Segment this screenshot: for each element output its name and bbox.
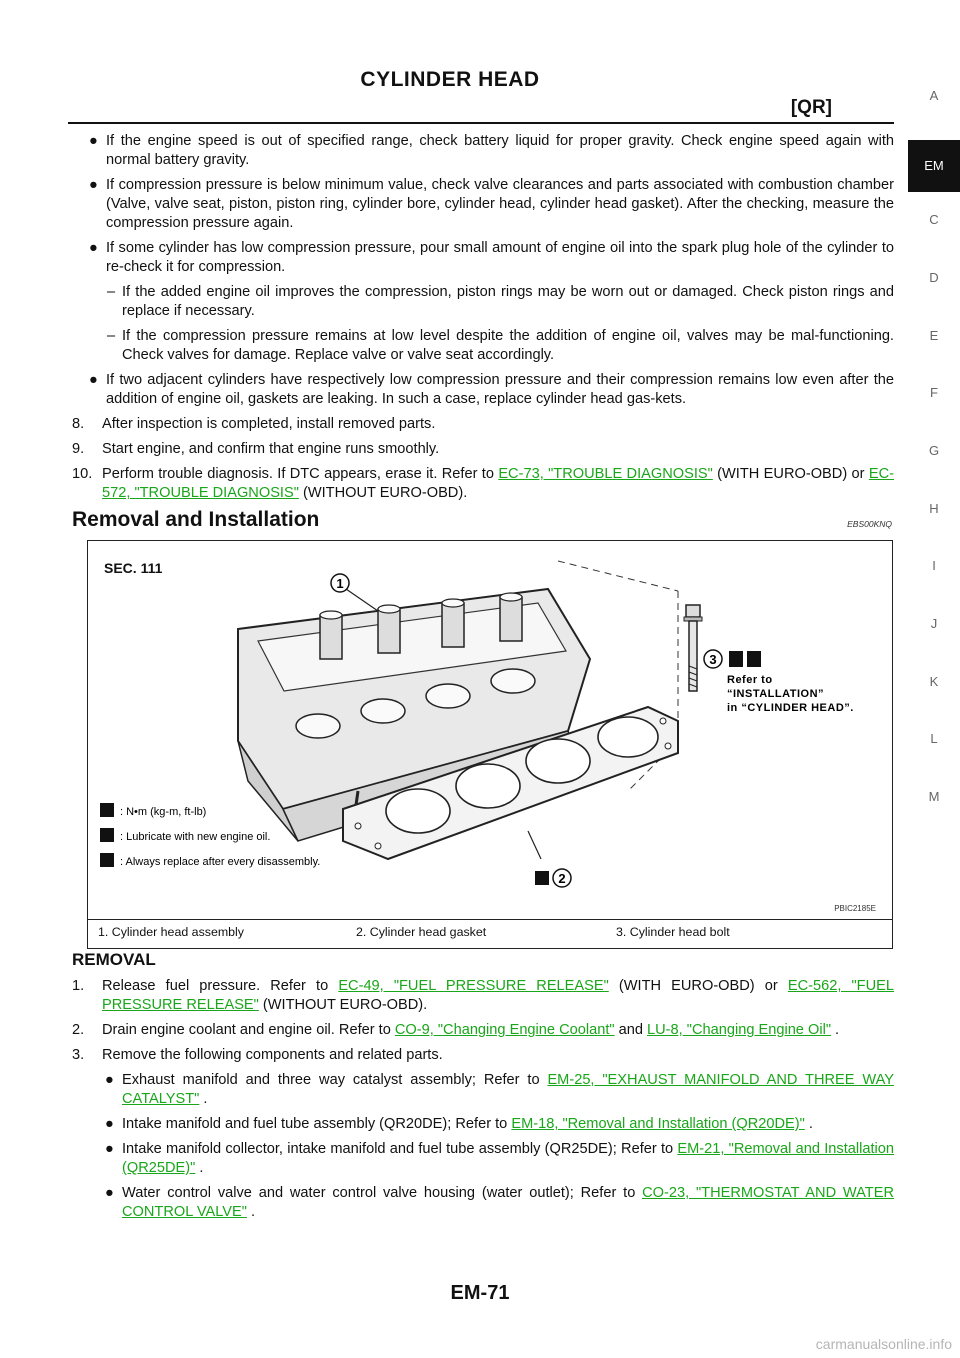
header-rule: [68, 122, 894, 124]
bullet-icon: ●: [89, 133, 98, 149]
figure-code: PBIC2185E: [834, 904, 876, 913]
removal-step-3: 3. Remove the following components and related parts.: [72, 1047, 443, 1063]
side-index-m[interactable]: M: [928, 789, 940, 804]
removal-step-2: 2. Drain engine coolant and engine oil. Refer to CO-9, "Changing Engine Coolant" and LU-8, "Changing Engine Oil" .: [72, 1022, 840, 1038]
section-title: Removal and Installation: [72, 508, 320, 531]
watermark: carmanualsonline.info: [815, 1336, 952, 1352]
figure-captions: [87, 918, 893, 949]
side-index-c[interactable]: C: [929, 212, 939, 227]
callout-1: 1: [336, 576, 344, 591]
side-index-em[interactable]: EM: [908, 140, 960, 192]
link-ec-562[interactable]: EC-562, "FUEL PRESSURE RELEASE": [102, 978, 894, 1013]
side-index-h[interactable]: H: [929, 501, 939, 516]
torque-icon: [747, 651, 761, 667]
caption-3: 3. Cylinder head bolt: [616, 925, 730, 939]
legend-torque-icon: [100, 803, 114, 817]
legend-replace-icon: [100, 853, 114, 867]
link-em-25[interactable]: EM-25, "EXHAUST MANIFOLD AND THREE WAY CATALYST": [122, 1072, 894, 1107]
list-item: – If the added engine oil improves the compression, piston rings may be worn out or damaged. Check piston rings and replace if necessary.: [107, 284, 894, 319]
link-ec-73[interactable]: EC-73, "TROUBLE DIAGNOSIS": [498, 466, 713, 482]
list-item: ● Intake manifold and fuel tube assembly (QR20DE); Refer to EM-18, "Removal and Installation (QR20DE)" .: [105, 1116, 813, 1132]
dash-icon: –: [107, 328, 116, 344]
lubricate-icon: [729, 651, 743, 667]
side-index-f[interactable]: F: [930, 385, 938, 400]
bullet-icon: ●: [105, 1141, 114, 1157]
side-index-k[interactable]: K: [929, 674, 939, 689]
list-item: ● If the engine speed is out of specified range, check battery liquid for proper gravity. Check engine speed again with normal battery gravity.: [89, 133, 894, 168]
side-index-e[interactable]: E: [929, 328, 939, 343]
bullet-icon: ●: [105, 1185, 114, 1201]
bullet-icon: ●: [89, 372, 98, 388]
list-item: ● If some cylinder has low compression pressure, pour small amount of engine oil into the spark plug hole of the cylinder to re-check it for compression.: [89, 240, 894, 275]
link-em-18[interactable]: EM-18, "Removal and Installation (QR20DE)": [511, 1116, 805, 1132]
link-ec-49[interactable]: EC-49, "FUEL PRESSURE RELEASE": [338, 978, 609, 994]
step-10: 10. Perform trouble diagnosis. If DTC appears, erase it. Refer to EC-73, "TROUBLE DIAGNOSIS" (WITH EURO-OBD) or EC-572, "TROUBLE DIAGNOSIS" (WITHOUT EURO-OBD).: [72, 466, 894, 501]
caption-2: 2. Cylinder head gasket: [356, 925, 487, 939]
section-code: EBS00KNQ: [847, 519, 892, 529]
link-co-23[interactable]: CO-23, "THERMOSTAT AND WATER CONTROL VALVE": [122, 1185, 894, 1220]
page-number: EM-71: [450, 1282, 510, 1304]
caption-1: 1. Cylinder head assembly: [98, 925, 245, 939]
list-item: – If the compression pressure remains at low level despite the addition of engine oil, valves may be mal-functioning. Check valves for damage. Replace valve or valve seat accordingly.: [107, 328, 894, 363]
cylinder-head-bolt-drawing: [684, 605, 702, 691]
legend-lubricate-icon: [100, 828, 114, 842]
step-9: 9. Start engine, and confirm that engine runs smoothly.: [72, 441, 440, 457]
bullet-icon: ●: [89, 240, 98, 256]
replace-icon: [535, 871, 549, 885]
page-subtitle: [QR]: [790, 97, 832, 118]
list-item: ● If two adjacent cylinders have respectively low compression pressure and their compression remains low even after the addition of engine oil, gaskets are leaking. In such a case, replace cylinder head gas-kets.: [89, 372, 894, 407]
side-index-g[interactable]: G: [928, 443, 940, 458]
side-index-a[interactable]: A: [929, 88, 939, 103]
refer-line-1: Refer to: [727, 674, 773, 686]
side-index-d[interactable]: D: [929, 270, 939, 285]
removal-steps: [72, 977, 894, 1228]
legend-replace: : Always replace after every disassembly.: [120, 856, 321, 868]
bullet-icon: ●: [105, 1116, 114, 1132]
callout-3: 3: [709, 652, 717, 667]
side-index-i[interactable]: I: [932, 558, 936, 573]
link-em-21[interactable]: EM-21, "Removal and Installation (QR25DE)": [122, 1141, 894, 1176]
bullet-icon: ●: [89, 177, 98, 193]
legend-torque: : N•m (kg-m, ft-lb): [120, 806, 207, 818]
page-title: CYLINDER HEAD: [360, 68, 540, 91]
bullet-icon: ●: [105, 1072, 114, 1088]
exploded-view-drawing: [88, 541, 892, 919]
list-item: ● Exhaust manifold and three way catalyst assembly; Refer to EM-25, "EXHAUST MANIFOLD AND THREE WAY CATALYST" .: [105, 1072, 894, 1107]
list-item: ● Intake manifold collector, intake manifold and fuel tube assembly (QR25DE); Refer to EM-21, "Removal and Installation (QR25DE)" .: [105, 1141, 894, 1176]
side-index-j[interactable]: J: [930, 616, 938, 631]
refer-line-3: in “CYLINDER HEAD”.: [727, 702, 854, 714]
refer-line-2: “INSTALLATION”: [727, 688, 825, 700]
link-lu-8[interactable]: LU-8, "Changing Engine Oil": [647, 1022, 831, 1038]
dash-icon: –: [107, 284, 116, 300]
link-co-9[interactable]: CO-9, "Changing Engine Coolant": [394, 1022, 615, 1038]
link-ec-572[interactable]: EC-572, "TROUBLE DIAGNOSIS": [102, 466, 894, 501]
inspection-notes: [72, 132, 894, 509]
removal-step-1: 1. Release fuel pressure. Refer to EC-49, "FUEL PRESSURE RELEASE" (WITH EURO-OBD) or EC-562, "FUEL PRESSURE RELEASE" (WITHOUT EURO-OBD).: [72, 978, 894, 1013]
sec-label: SEC. 111: [104, 560, 163, 576]
removal-title: REMOVAL: [72, 950, 156, 969]
list-item: ● If compression pressure is below minimum value, check valve clearances and parts associated with combustion chamber (Valve, valve seat, piston, piston ring, cylinder bore, cylinder head, cylinder head gasket). After the checking, measure the compression pressure again.: [89, 177, 894, 231]
callout-2: 2: [558, 871, 566, 886]
list-item: ● Water control valve and water control valve housing (water outlet); Refer to CO-23, "THERMOSTAT AND WATER CONTROL VALVE" .: [105, 1185, 894, 1220]
side-index-l[interactable]: L: [930, 731, 938, 746]
legend-lubricate: : Lubricate with new engine oil.: [120, 831, 271, 843]
step-8: 8. After inspection is completed, install removed parts.: [72, 416, 436, 432]
exploded-view-figure: [87, 540, 893, 920]
